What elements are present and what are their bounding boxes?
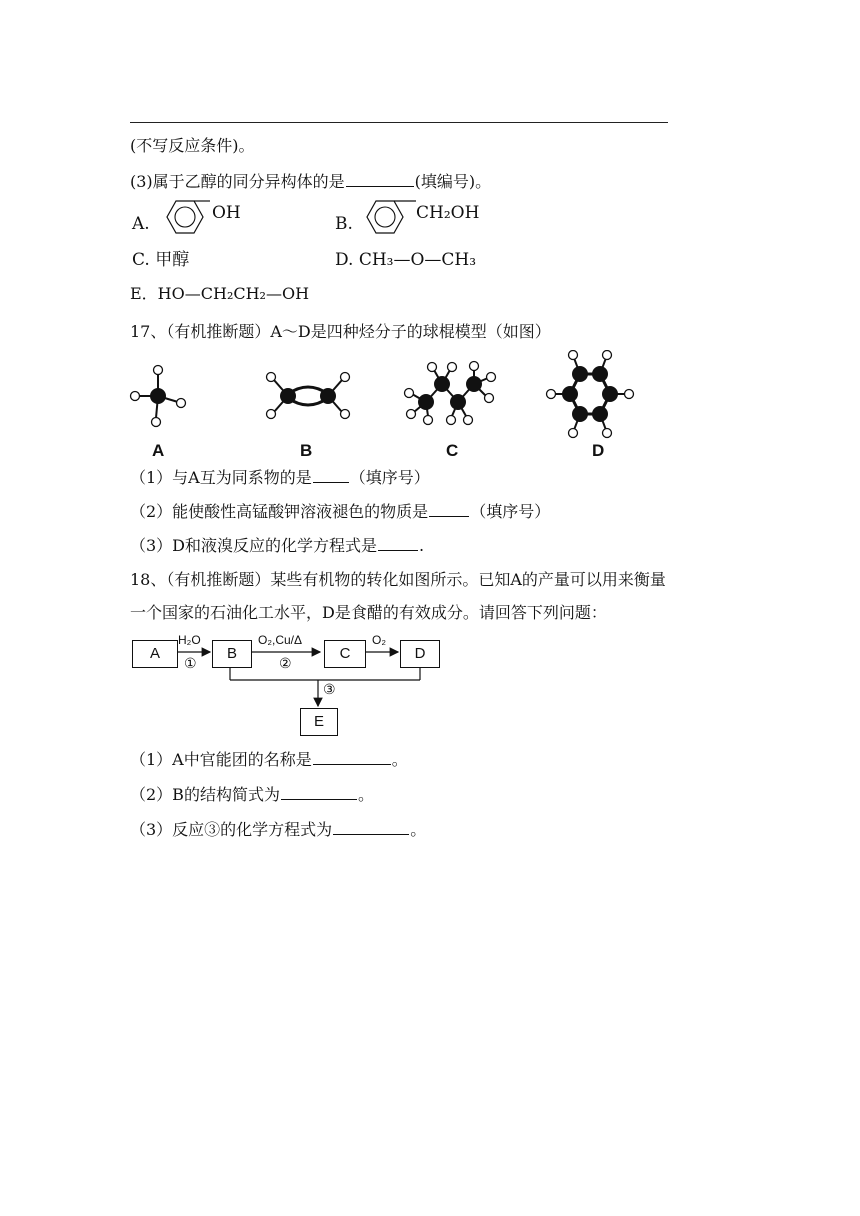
flow-box-a: A [132, 640, 178, 668]
flow-box-b: B [212, 640, 252, 668]
arrow1-reagent: H₂O [178, 633, 201, 647]
q16-part3-suffix: (填编号)。 [414, 172, 492, 191]
q18-sub2 [130, 785, 374, 805]
q18-sub1-suffix: 。 [391, 750, 408, 769]
benzene-ring-icon [158, 196, 218, 242]
option-a-group: OH [212, 203, 241, 223]
option-c: C. 甲醇 [132, 250, 190, 270]
arrow3-reagent: O₂ [372, 633, 386, 647]
arrow2-reagent: O₂,Cu/Δ [258, 633, 303, 647]
arrow4-step: ③ [323, 682, 336, 698]
ball-stick-models [128, 350, 648, 462]
q18-sub3-prefix: （3）反应③的化学方程式为 [130, 820, 333, 839]
option-d: D. CH₃—O—CH₃ [335, 250, 477, 270]
option-b-label: B. [335, 214, 353, 234]
model-d-benzene [547, 351, 634, 438]
q18-stem-line1: 18、（有机推断题）某些有机物的转化如图所示。已知A的产量可以用来衡量 [130, 570, 666, 589]
q17-sub3 [130, 536, 424, 556]
q18-sub3-suffix: 。 [410, 820, 427, 839]
answer-blank[interactable] [313, 750, 391, 765]
q16-part3-prefix: (3)属于乙醇的同分异构体的是 [130, 172, 345, 191]
q17-stem: 17、（有机推断题）A～D是四种烃分子的球棍模型（如图） [130, 322, 551, 341]
q17-sub1-prefix: （1）与A互为同系物的是 [130, 468, 312, 487]
model-label-b: B [300, 441, 313, 460]
option-b-group: CH₂OH [416, 203, 480, 223]
q17-sub2-suffix: （填序号） [470, 502, 551, 521]
q17-sub1-suffix: （填序号） [349, 468, 430, 487]
q18-stem-line2: 一个国家的石油化工水平，D是食醋的有效成分。请回答下列问题： [130, 603, 607, 622]
benzene-ring-icon [358, 196, 422, 242]
q17-sub2-prefix: （2）能使酸性高锰酸钾溶液褪色的物质是 [130, 502, 429, 521]
answer-blank[interactable] [281, 785, 357, 800]
flow-box-c: C [324, 640, 366, 668]
model-label-d: D [592, 441, 605, 460]
model-c-alkane [405, 362, 496, 425]
arrow2-step: ② [279, 656, 292, 672]
q17-sub3-prefix: （3）D和液溴反应的化学方程式是 [130, 536, 378, 555]
answer-blank[interactable] [333, 820, 409, 835]
q17-sub3-suffix: . [419, 536, 425, 555]
answer-blank[interactable] [378, 536, 418, 551]
q16-part3 [130, 172, 491, 192]
answer-blank[interactable] [313, 468, 349, 483]
flow-box-d: D [400, 640, 440, 668]
answer-blank[interactable] [346, 172, 414, 187]
q18-sub1 [130, 750, 408, 770]
model-b-ethylene [267, 373, 350, 419]
arrow1-step: ① [184, 656, 197, 672]
answer-blank[interactable] [429, 502, 469, 517]
q18-sub2-suffix: 。 [357, 785, 374, 804]
q18-sub1-prefix: （1）A中官能团的名称是 [130, 750, 312, 769]
q17-sub2 [130, 502, 550, 522]
option-a-label: A. [132, 214, 150, 234]
q18-sub3 [130, 820, 426, 840]
q18-sub2-prefix: （2）B的结构简式为 [130, 785, 280, 804]
q17-sub1 [130, 468, 430, 488]
model-label-c: C [446, 441, 459, 460]
model-a-methane [131, 366, 186, 427]
model-label-a: A [152, 441, 165, 460]
option-e: E．HO—CH₂CH₂—OH [130, 284, 310, 303]
no-condition-note: (不写反应条件)。 [130, 136, 255, 155]
answer-line [130, 122, 668, 123]
flow-box-e: E [300, 708, 338, 736]
